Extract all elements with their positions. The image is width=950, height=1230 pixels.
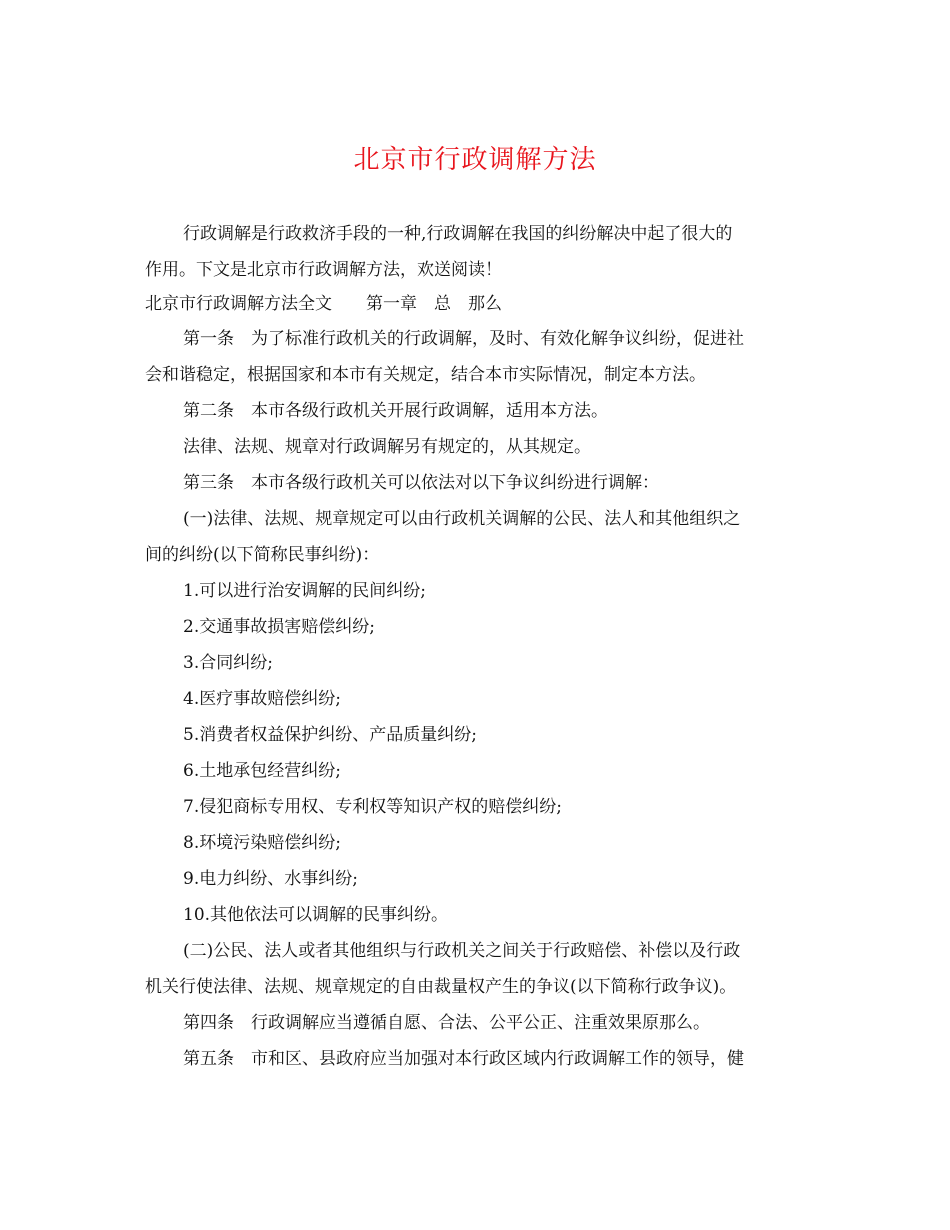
list-item: 9.电力纠纷、水事纠纷;	[183, 869, 358, 889]
document-body	[145, 216, 805, 1077]
list-item: 6.土地承包经营纠纷;	[183, 761, 341, 781]
article-line: 第四条 行政调解应当遵循自愿、合法、公平公正、注重效果原那么。	[183, 1013, 710, 1033]
article-line: (一)法律、法规、规章规定可以由行政机关调解的公民、法人和其他组织之	[183, 509, 741, 529]
document-title: 北京市行政调解方法	[353, 145, 597, 175]
article-line: 机关行使法律、法规、规章规定的自由裁量权产生的争议(以下简称行政争议)。	[145, 977, 737, 997]
list-item: 8.环境污染赔偿纠纷;	[183, 833, 341, 853]
paragraph-line: 作用。下文是北京市行政调解方法，欢送阅读！	[145, 260, 502, 280]
article-line: 法律、法规、规章对行政调解另有规定的，从其规定。	[183, 437, 591, 457]
list-item: 2.交通事故损害赔偿纠纷;	[183, 617, 375, 637]
list-item: 7.侵犯商标专用权、专利权等知识产权的赔偿纠纷;	[183, 797, 562, 817]
article-line: (二)公民、法人或者其他组织与行政机关之间关于行政赔偿、补偿以及行政	[183, 941, 741, 961]
article-line: 间的纠纷(以下简称民事纠纷)：	[145, 545, 380, 565]
article-line: 会和谐稳定，根据国家和本市有关规定，结合本市实际情况，制定本方法。	[145, 365, 706, 385]
article-line: 第三条 本市各级行政机关可以依法对以下争议纠纷进行调解：	[183, 473, 659, 493]
section-heading: 北京市行政调解方法全文 第一章 总 那么	[145, 294, 502, 314]
paragraph-line: 行政调解是行政救济手段的一种,行政调解在我国的纠纷解决中起了很大的	[183, 224, 733, 244]
list-item: 10.其他依法可以调解的民事纠纷。	[183, 905, 449, 925]
list-item: 1.可以进行治安调解的民间纠纷;	[183, 581, 426, 601]
article-line: 第二条 本市各级行政机关开展行政调解，适用本方法。	[183, 401, 608, 421]
list-item: 4.医疗事故赔偿纠纷;	[183, 689, 341, 709]
article-line: 第一条 为了标准行政机关的行政调解，及时、有效化解争议纠纷，促进社	[183, 329, 744, 349]
article-line: 第五条 市和区、县政府应当加强对本行政区域内行政调解工作的领导，健	[183, 1049, 744, 1069]
list-item: 5.消费者权益保护纠纷、产品质量纠纷;	[183, 725, 477, 745]
list-item: 3.合同纠纷;	[183, 653, 273, 673]
